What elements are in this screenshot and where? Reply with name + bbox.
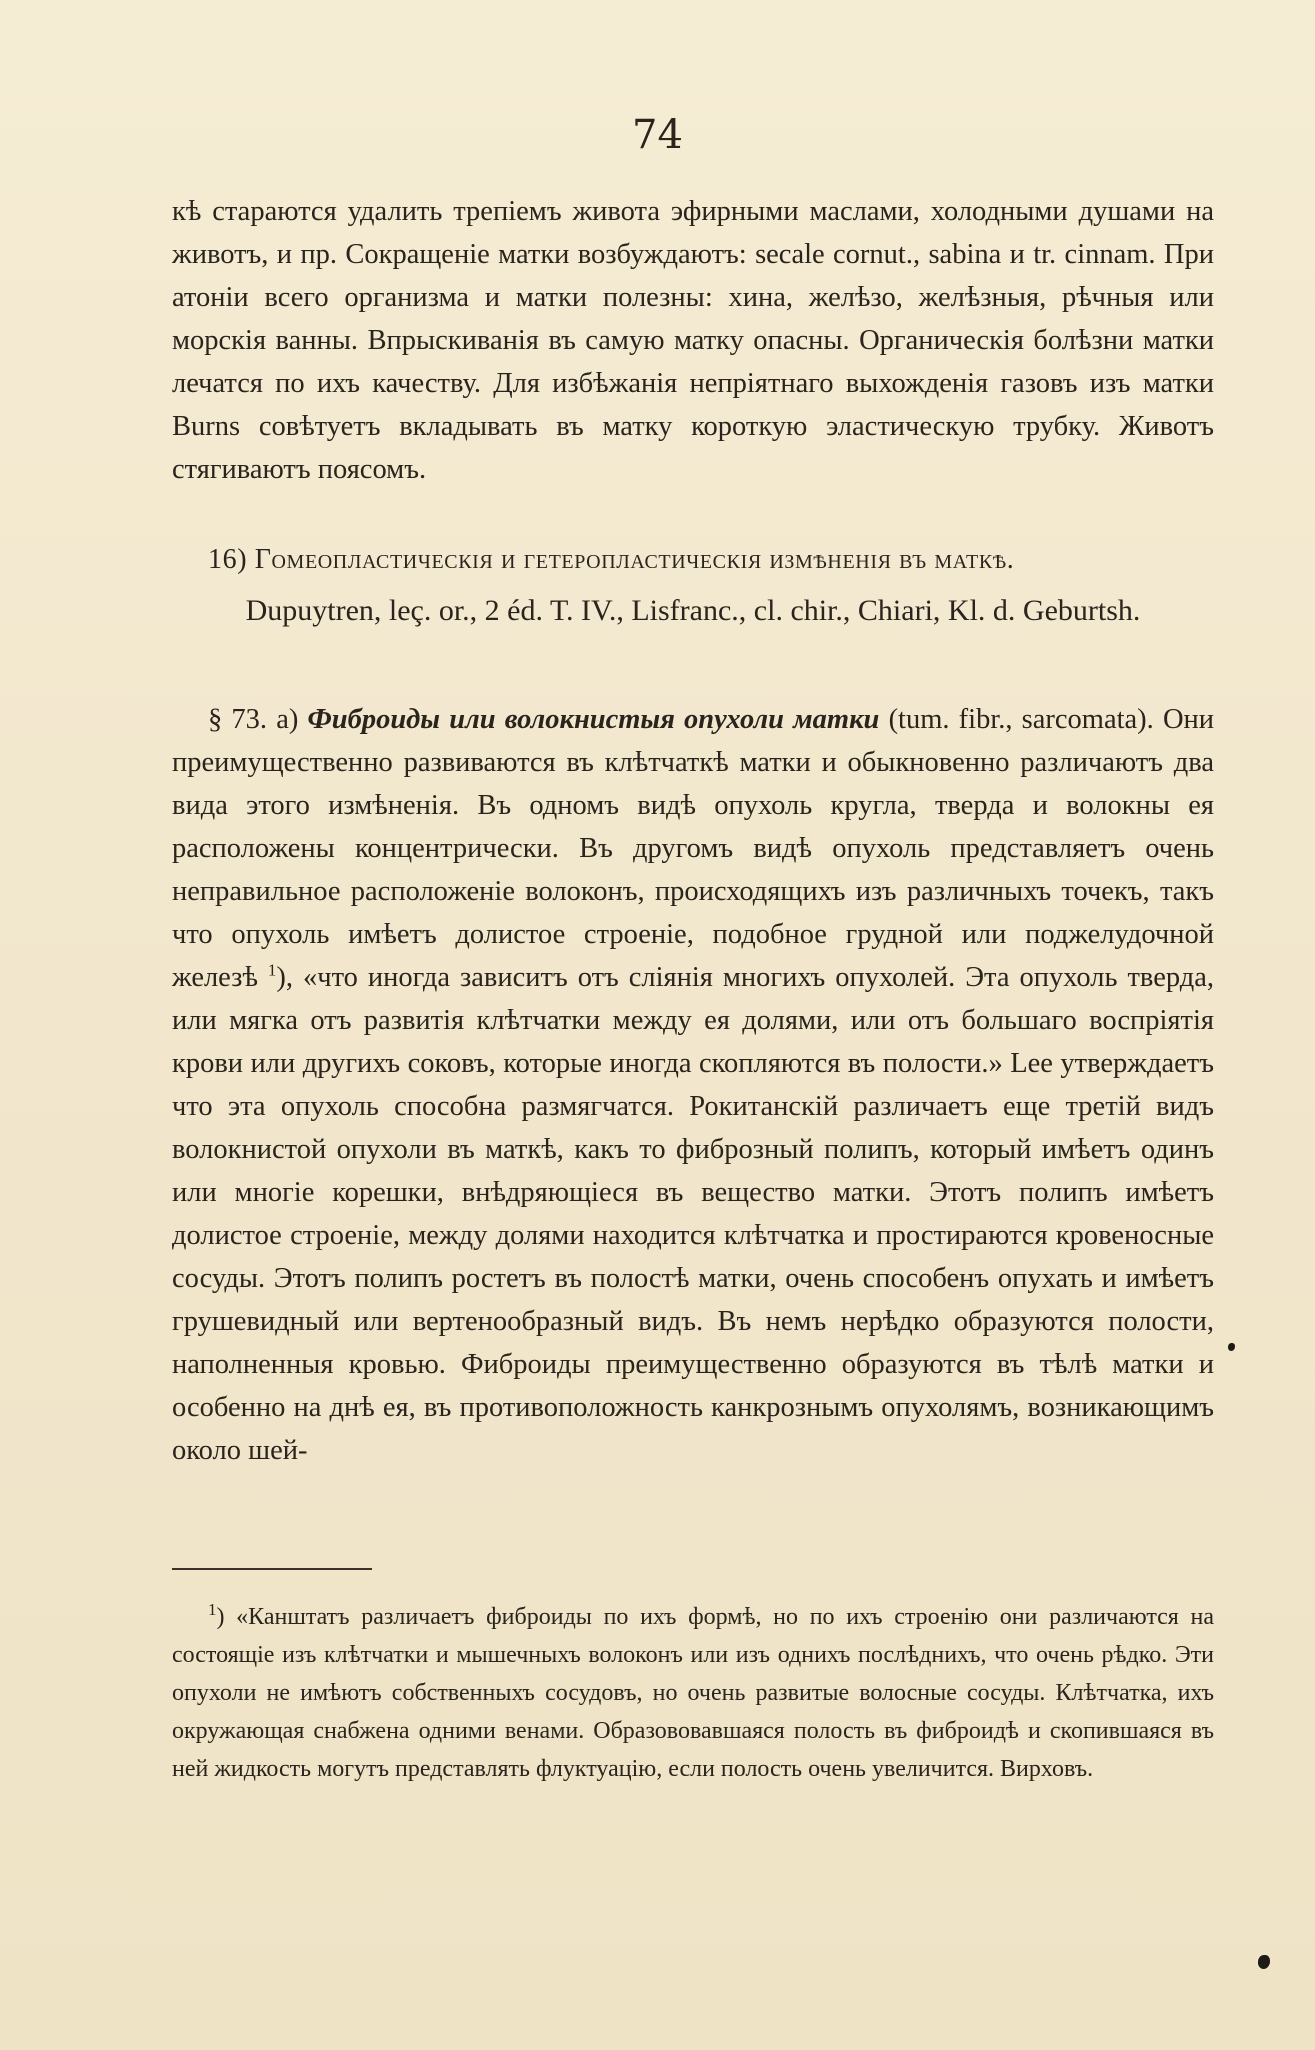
main-paragraph	[172, 698, 1214, 1472]
paragraph-text-part1: (tum. fibr., sarcomata). Они преимущественно развиваются въ клѣтчаткѣ матки и обыкновенно различаютъ два вида этого измѣненія. Въ одномъ видѣ опухоль кругла, тверда и волокны ея расположены концентрически. Въ другомъ видѣ опухоль представляетъ очень неправильное расположеніе волоконъ, происходящихъ изъ различныхъ точекъ, такъ что опухоль имѣетъ долистое строеніе, подобное грудной или поджелудочной железѣ	[172, 704, 1215, 993]
ink-speck	[1228, 1343, 1235, 1351]
main-paragraph-text	[172, 698, 1214, 1472]
footnote-marker: 1	[208, 1600, 217, 1619]
footnote-text	[172, 1598, 1214, 1788]
footnote-body: ) «Канштатъ различаетъ фиброиды по ихъ формѣ, но по ихъ строенію они различаются на состоящіе изъ клѣтчатки и мышечныхъ волоконъ или изъ однихъ послѣднихъ, что очень рѣдко. Эти опухоли не имѣютъ собственныхъ сосудовъ, но очень развитые волосные сосуды. Клѣтчатка, ихъ окружающая снабжена одними венами. Образововавшаяся полость въ фиброидѣ и скопившаяся въ ней жидкость могутъ представлять флуктуацію, если полость очень увеличится. Вирховъ.	[172, 1604, 1214, 1782]
section-references: Dupuytren, leç. or., 2 éd. T. IV., Lisfranc., cl. chir., Chiari, Kl. d. Geburtsh.	[245, 594, 1141, 627]
paragraph-text-part2: ), «что иногда зависитъ отъ сліянія многихъ опухолей. Эта опухоль тверда, или мягка отъ развитія клѣтчатки между ея долями, или отъ большаго воспріятія крови или другихъ соковъ, которые иногда скопляются въ полости.» Lee утверждаетъ что эта опухоль способна размягчатся. Рокитанскій различаетъ еще третій видъ волокнистой опухоли въ маткѣ, какъ то фиброзный полипъ, который имѣетъ одинъ или многіе корешки, внѣдряющіеся въ вещество матки. Этотъ полипъ имѣетъ долистое строеніе, между долями находится клѣтчатка и простираются кровеносные сосуды. Этотъ полипъ ростетъ въ полостѣ матки, очень способенъ опухать и имѣетъ грушевидный или вертенообразный видъ. Въ немъ нерѣдко образуются полости, наполненныя кровью. Фиброиды преимущественно образуются въ тѣлѣ матки и особенно на днѣ ея, въ противоположность канкрознымъ опухолямъ, возникающимъ около шей-	[172, 962, 1215, 1466]
paragraph-marker: § 73. а)	[208, 704, 299, 735]
footnote-divider	[172, 1568, 372, 1570]
intro-text: кѣ стараются удалить трепіемъ живота эфирными маслами, холодными душами на животъ, и пр. Сокращеніе матки возбуждаютъ: secale cornut., sabina и tr. cinnam. При атоніи всего организма и матки полезны: хина, желѣзо, желѣзныя, рѣчныя или морскія ванны. Впрыскиванія въ самую матку опасны. Органическія болѣзни матки лечатся по ихъ качеству. Для избѣжанія непріятнаго выхожденія газовъ изъ матки Burns совѣтуетъ вкладывать въ матку короткую эластическую трубку. Животъ стягиваютъ поясомъ.	[172, 196, 1214, 485]
footnote-reference: 1	[267, 960, 277, 980]
section-heading	[172, 538, 1214, 634]
paragraph-title: Фиброиды или волокнистыя опухоли матки	[307, 704, 880, 735]
page-number: 74	[632, 112, 683, 158]
section-title: 16) Гомеопластическія и гетеропластическія измѣненія въ маткѣ.	[208, 544, 1015, 575]
ink-speck	[1258, 1955, 1270, 1969]
footnote	[172, 1598, 1214, 1788]
intro-paragraph	[172, 190, 1214, 491]
